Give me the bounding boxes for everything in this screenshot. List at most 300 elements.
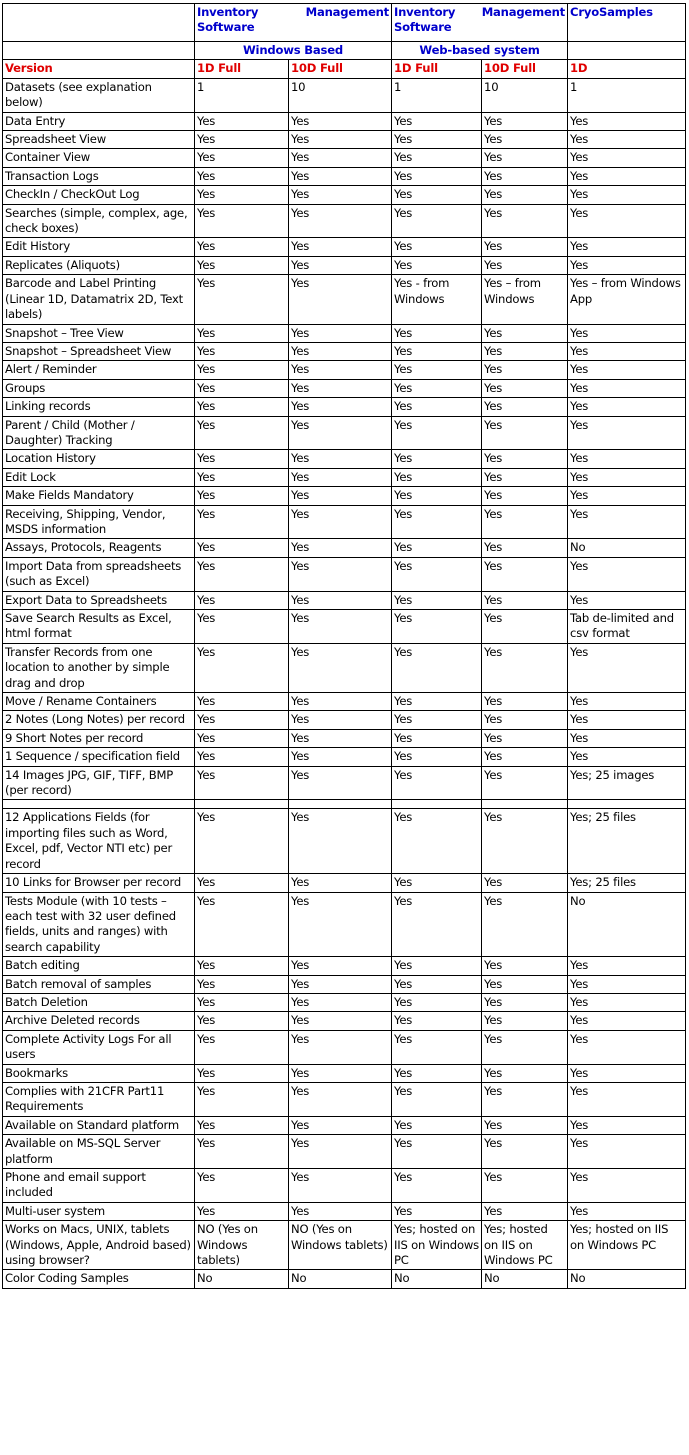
value-cell: Yes [568, 1012, 686, 1030]
product-b-header [392, 4, 568, 42]
feature-label: Datasets (see explanation below) [3, 78, 195, 112]
table-row [3, 874, 686, 892]
table-row [3, 591, 686, 609]
value-cell: Yes [482, 892, 568, 957]
feature-label: Groups [3, 379, 195, 397]
table-row [3, 693, 686, 711]
value-cell: Yes [289, 1012, 392, 1030]
value-cell: No [392, 1270, 482, 1288]
value-cell: Yes [289, 256, 392, 274]
feature-label: Barcode and Label Printing (Linear 1D, Datamatrix 2D, Text labels) [3, 275, 195, 324]
value-cell: Yes [392, 450, 482, 468]
value-cell: Yes [392, 729, 482, 747]
value-cell: Yes [482, 342, 568, 360]
value-cell: Yes [392, 1030, 482, 1064]
feature-label: Batch editing [3, 957, 195, 975]
value-cell: Yes [568, 1202, 686, 1220]
value-cell: Yes [195, 643, 289, 692]
value-cell: Yes [568, 416, 686, 450]
value-cell: Yes – from Windows App [568, 275, 686, 324]
table-row [3, 1270, 686, 1288]
value-cell: Yes [392, 1135, 482, 1169]
value-cell: Yes [482, 468, 568, 486]
value-cell: Yes [482, 748, 568, 766]
value-cell: Yes [392, 766, 482, 800]
value-cell: Yes [482, 416, 568, 450]
value-cell: Yes [568, 643, 686, 692]
value-cell: Yes [195, 361, 289, 379]
value-cell: Yes [482, 1030, 568, 1064]
value-cell: Yes [568, 557, 686, 591]
table-row [3, 398, 686, 416]
table-row [3, 361, 686, 379]
value-cell: Yes [195, 167, 289, 185]
value-cell: Yes [392, 487, 482, 505]
value-cell: Yes [289, 361, 392, 379]
value-cell: Yes [568, 238, 686, 256]
value-cell: Yes [568, 186, 686, 204]
value-cell: Yes [482, 957, 568, 975]
value-cell: Yes [568, 1169, 686, 1203]
value-cell: Yes [392, 748, 482, 766]
value-cell: Yes [289, 643, 392, 692]
value-cell: Yes [289, 711, 392, 729]
value-cell: Yes [482, 1116, 568, 1134]
value-cell: Yes [289, 1169, 392, 1203]
value-cell: Yes [482, 450, 568, 468]
value-cell: Yes [289, 379, 392, 397]
value-cell: Yes [289, 874, 392, 892]
table-row [3, 809, 686, 874]
value-cell: Yes [195, 1135, 289, 1169]
windows-based-label: Windows Based [195, 42, 392, 60]
value-cell: Yes [289, 892, 392, 957]
value-cell: Yes [482, 1064, 568, 1082]
feature-label: Complies with 21CFR Part11 Requirements [3, 1082, 195, 1116]
value-cell: Yes [392, 149, 482, 167]
table-row [3, 643, 686, 692]
value-cell: Yes [195, 416, 289, 450]
table-row [3, 167, 686, 185]
value-cell: Yes; hosted on IIS on Windows PC [392, 1221, 482, 1270]
table-row [3, 1221, 686, 1270]
value-cell: Yes [289, 238, 392, 256]
feature-label: Save Search Results as Excel, html format [3, 610, 195, 644]
version-cell: 10D Full [482, 60, 568, 78]
value-cell: Yes [568, 131, 686, 149]
table-row [3, 711, 686, 729]
value-cell: Yes [482, 112, 568, 130]
product-a-line1-right: Management [305, 5, 390, 19]
feature-label: Transaction Logs [3, 167, 195, 185]
value-cell: Yes [568, 748, 686, 766]
value-cell: Yes [392, 1012, 482, 1030]
feature-label: Multi-user system [3, 1202, 195, 1220]
value-cell: Yes [482, 186, 568, 204]
value-cell: Yes; 25 images [568, 766, 686, 800]
value-cell: Yes [195, 379, 289, 397]
value-cell: Yes [392, 186, 482, 204]
value-cell: Yes [289, 324, 392, 342]
value-cell: Yes [195, 874, 289, 892]
feature-label: 12 Applications Fields (for importing files such as Word, Excel, pdf, Vector NTI etc) per record [3, 809, 195, 874]
value-cell: Yes [568, 149, 686, 167]
value-cell: No [195, 1270, 289, 1288]
feature-label: Assays, Protocols, Reagents [3, 539, 195, 557]
value-cell: Yes [568, 993, 686, 1011]
value-cell: Yes [482, 238, 568, 256]
value-cell: Yes [392, 342, 482, 360]
feature-label: 1 Sequence / specification field [3, 748, 195, 766]
feature-label: Import Data from spreadsheets (such as Excel) [3, 557, 195, 591]
table-row [3, 131, 686, 149]
value-cell: Yes [482, 993, 568, 1011]
table-row [3, 204, 686, 238]
value-cell: Yes [195, 711, 289, 729]
gap-cell [482, 800, 568, 809]
value-cell: Yes [195, 1202, 289, 1220]
value-cell: Yes [289, 557, 392, 591]
value-cell: Yes [482, 539, 568, 557]
value-cell: Yes [195, 975, 289, 993]
value-cell: Yes [482, 591, 568, 609]
table-row [3, 1169, 686, 1203]
value-cell: Yes; hosted on IIS on Windows PC [568, 1221, 686, 1270]
value-cell: Yes [482, 711, 568, 729]
feature-label: Phone and email support included [3, 1169, 195, 1203]
value-cell: Yes [289, 729, 392, 747]
value-cell: Yes [289, 809, 392, 874]
table-row [3, 975, 686, 993]
feature-label: Available on Standard platform [3, 1116, 195, 1134]
value-cell: Yes [392, 238, 482, 256]
value-cell: Yes [482, 610, 568, 644]
value-cell: Yes [482, 256, 568, 274]
value-cell: NO (Yes on Windows tablets) [195, 1221, 289, 1270]
value-cell: Yes [195, 591, 289, 609]
table-row [3, 1082, 686, 1116]
table-row [3, 112, 686, 130]
value-cell: Yes [482, 379, 568, 397]
value-cell: Yes [195, 610, 289, 644]
table-row [3, 1064, 686, 1082]
value-cell: Yes [289, 539, 392, 557]
value-cell: Yes [392, 379, 482, 397]
value-cell: Yes [289, 416, 392, 450]
value-cell: Yes [392, 1202, 482, 1220]
value-cell: Yes [482, 809, 568, 874]
table-row [3, 468, 686, 486]
value-cell: Yes [392, 131, 482, 149]
value-cell: Yes [195, 1012, 289, 1030]
product-c-header: CryoSamples [568, 4, 686, 42]
feature-label: Make Fields Mandatory [3, 487, 195, 505]
value-cell: Yes [289, 975, 392, 993]
value-cell: Yes [568, 450, 686, 468]
value-cell: Yes [195, 112, 289, 130]
table-row [3, 748, 686, 766]
value-cell: Yes [568, 379, 686, 397]
table-row [3, 505, 686, 539]
feature-label: Export Data to Spreadsheets [3, 591, 195, 609]
version-cell: 1D Full [392, 60, 482, 78]
web-based-label: Web-based system [392, 42, 568, 60]
feature-label: Receiving, Shipping, Vendor, MSDS information [3, 505, 195, 539]
value-cell: Yes [195, 487, 289, 505]
value-cell: NO (Yes on Windows tablets) [289, 1221, 392, 1270]
value-cell: Yes [482, 1169, 568, 1203]
feature-label: Replicates (Aliquots) [3, 256, 195, 274]
value-cell: Yes; hosted on IIS on Windows PC [482, 1221, 568, 1270]
value-cell: Yes - from Windows [392, 275, 482, 324]
value-cell: Yes [392, 112, 482, 130]
value-cell: Yes [289, 610, 392, 644]
value-cell: No [568, 539, 686, 557]
value-cell: Yes [195, 342, 289, 360]
value-cell: Yes [392, 1064, 482, 1082]
table-row [3, 324, 686, 342]
value-cell: Yes [195, 468, 289, 486]
value-cell: Yes [482, 643, 568, 692]
value-cell: Yes [392, 643, 482, 692]
value-cell: Yes [568, 1082, 686, 1116]
value-cell: Yes [392, 1169, 482, 1203]
value-cell: Yes [289, 468, 392, 486]
feature-label: Searches (simple, complex, age, check boxes) [3, 204, 195, 238]
value-cell: Yes [482, 149, 568, 167]
product-b-line1-right: Management [481, 5, 566, 19]
value-cell: Yes [568, 1116, 686, 1134]
feature-label: 14 Images JPG, GIF, TIFF, BMP (per record) [3, 766, 195, 800]
feature-label: 2 Notes (Long Notes) per record [3, 711, 195, 729]
value-cell: Yes [482, 975, 568, 993]
value-cell: Yes [482, 398, 568, 416]
value-cell: Yes [289, 693, 392, 711]
product-a-line2: Software [197, 20, 255, 35]
value-cell: Yes [392, 505, 482, 539]
value-cell: Yes [392, 957, 482, 975]
value-cell: Yes [568, 957, 686, 975]
value-cell: Yes [392, 398, 482, 416]
value-cell: Yes [392, 975, 482, 993]
table-row [3, 1135, 686, 1169]
feature-label: Edit History [3, 238, 195, 256]
feature-label: Works on Macs, UNIX, tablets (Windows, Apple, Android based) using browser? [3, 1221, 195, 1270]
table-row [3, 379, 686, 397]
value-cell: Yes [482, 204, 568, 238]
value-cell: Yes [482, 874, 568, 892]
feature-label: 9 Short Notes per record [3, 729, 195, 747]
value-cell: Yes [392, 539, 482, 557]
value-cell: Yes [482, 693, 568, 711]
value-cell: Yes [482, 1012, 568, 1030]
value-cell: Yes [289, 505, 392, 539]
table-row [3, 610, 686, 644]
product-b-line1-left: Inventory [394, 5, 456, 19]
value-cell: Yes [392, 256, 482, 274]
table-row [3, 1012, 686, 1030]
value-cell: Yes [568, 975, 686, 993]
value-cell: Yes [195, 324, 289, 342]
value-cell: Yes [195, 957, 289, 975]
feature-label: Batch Deletion [3, 993, 195, 1011]
value-cell: Yes [289, 167, 392, 185]
value-cell: Yes [482, 167, 568, 185]
value-cell: Yes [392, 361, 482, 379]
table-row [3, 766, 686, 800]
value-cell: Yes [568, 361, 686, 379]
value-cell: Yes [392, 874, 482, 892]
feature-label: Tests Module (with 10 tests – each test with 32 user defined fields, units and ranges) with search capability [3, 892, 195, 957]
value-cell: Yes [482, 487, 568, 505]
value-cell: Yes [195, 1169, 289, 1203]
platform-empty-cell-c [568, 42, 686, 60]
feature-label: Edit Lock [3, 468, 195, 486]
section-gap [3, 800, 686, 809]
value-cell: Yes [195, 238, 289, 256]
value-cell: Yes [195, 766, 289, 800]
header-empty-cell [3, 4, 195, 42]
feature-label: Snapshot – Tree View [3, 324, 195, 342]
value-cell: Yes [568, 1064, 686, 1082]
value-cell: Yes [289, 342, 392, 360]
value-cell: Yes [482, 1082, 568, 1116]
value-cell: Yes [289, 1202, 392, 1220]
value-cell: Yes [289, 993, 392, 1011]
feature-label: 10 Links for Browser per record [3, 874, 195, 892]
value-cell: Yes [195, 131, 289, 149]
table-row [3, 1116, 686, 1134]
value-cell: Yes [392, 468, 482, 486]
value-cell: Yes [195, 809, 289, 874]
product-header-row [3, 4, 686, 42]
value-cell: Yes [195, 450, 289, 468]
value-cell: Yes [568, 324, 686, 342]
value-cell: Yes [195, 557, 289, 591]
value-cell: Yes [289, 450, 392, 468]
value-cell: Yes [392, 711, 482, 729]
value-cell: Yes [195, 539, 289, 557]
value-cell: Yes [392, 1116, 482, 1134]
table-row [3, 1030, 686, 1064]
feature-label: Archive Deleted records [3, 1012, 195, 1030]
value-cell: Yes; 25 files [568, 874, 686, 892]
gap-cell [568, 800, 686, 809]
product-b-line2: Software [394, 20, 452, 35]
feature-label: Linking records [3, 398, 195, 416]
table-row [3, 892, 686, 957]
value-cell: Yes [195, 149, 289, 167]
value-cell: Yes [289, 149, 392, 167]
feature-label: Move / Rename Containers [3, 693, 195, 711]
value-cell: Yes [392, 693, 482, 711]
table-row [3, 342, 686, 360]
value-cell: Yes [195, 505, 289, 539]
value-cell: Yes [195, 693, 289, 711]
feature-label: Container View [3, 149, 195, 167]
value-cell: Yes [568, 1030, 686, 1064]
value-cell: Yes [392, 204, 482, 238]
feature-label: Snapshot – Spreadsheet View [3, 342, 195, 360]
value-cell: Yes [289, 1116, 392, 1134]
value-cell: Yes [195, 993, 289, 1011]
value-cell: Yes [392, 416, 482, 450]
value-cell: Yes [289, 766, 392, 800]
value-cell: Yes [392, 591, 482, 609]
value-cell: 10 [482, 78, 568, 112]
value-cell: Yes [289, 957, 392, 975]
comparison-table [2, 3, 686, 1289]
version-cell: 1D Full [195, 60, 289, 78]
value-cell: Yes [568, 505, 686, 539]
value-cell: Yes [482, 1135, 568, 1169]
value-cell: Yes [195, 1064, 289, 1082]
value-cell: Yes [568, 591, 686, 609]
version-cell: 10D Full [289, 60, 392, 78]
platform-empty-cell [3, 42, 195, 60]
value-cell: Yes [289, 1064, 392, 1082]
value-cell: Yes [482, 324, 568, 342]
value-cell: Yes [195, 1082, 289, 1116]
value-cell: Yes [568, 487, 686, 505]
gap-cell [195, 800, 289, 809]
table-row [3, 957, 686, 975]
value-cell: Yes [392, 1082, 482, 1116]
value-cell: Yes [195, 748, 289, 766]
table-row [3, 416, 686, 450]
value-cell: Yes [392, 892, 482, 957]
product-a-header [195, 4, 392, 42]
value-cell: Tab de-limited and csv format [568, 610, 686, 644]
version-label: Version [3, 60, 195, 78]
value-cell: Yes [568, 1135, 686, 1169]
value-cell: Yes; 25 files [568, 809, 686, 874]
gap-cell [3, 800, 195, 809]
value-cell: Yes [392, 993, 482, 1011]
value-cell: Yes [289, 186, 392, 204]
value-cell: Yes [568, 729, 686, 747]
value-cell: Yes [195, 892, 289, 957]
value-cell: Yes [392, 324, 482, 342]
product-a-line1-left: Inventory [197, 5, 259, 19]
value-cell: Yes [392, 809, 482, 874]
value-cell: 1 [392, 78, 482, 112]
value-cell: Yes [289, 204, 392, 238]
value-cell: No [482, 1270, 568, 1288]
feature-label: Available on MS-SQL Server platform [3, 1135, 195, 1169]
version-row [3, 60, 686, 78]
value-cell: 1 [195, 78, 289, 112]
value-cell: No [289, 1270, 392, 1288]
value-cell: Yes [482, 131, 568, 149]
value-cell: Yes [195, 729, 289, 747]
value-cell: Yes [195, 1116, 289, 1134]
feature-label: Transfer Records from one location to another by simple drag and drop [3, 643, 195, 692]
table-row [3, 557, 686, 591]
feature-label: Spreadsheet View [3, 131, 195, 149]
value-cell: Yes [568, 112, 686, 130]
value-cell: Yes [392, 167, 482, 185]
table-row [3, 275, 686, 324]
feature-label: Alert / Reminder [3, 361, 195, 379]
value-cell: Yes [289, 112, 392, 130]
value-cell: Yes – from Windows [482, 275, 568, 324]
value-cell: Yes [289, 487, 392, 505]
value-cell: Yes [392, 610, 482, 644]
version-cell: 1D [568, 60, 686, 78]
feature-rows [3, 78, 686, 1288]
value-cell: Yes [568, 711, 686, 729]
